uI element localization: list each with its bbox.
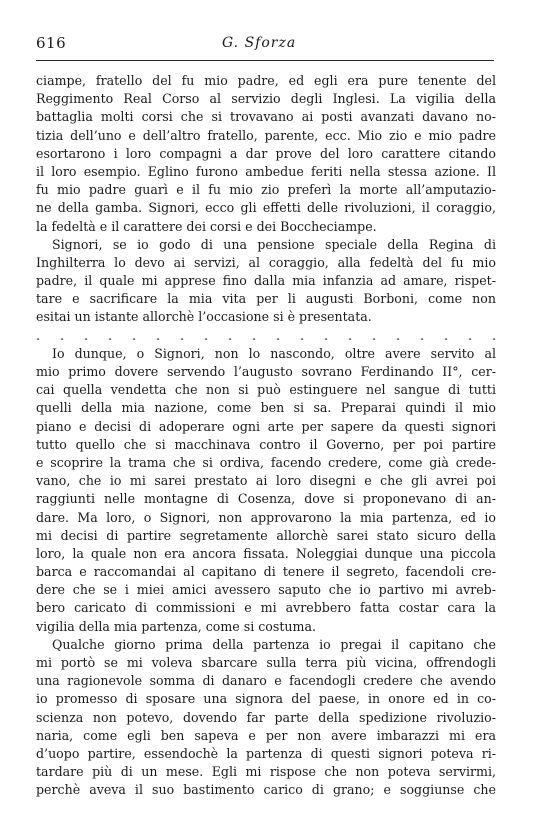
text-line: il loro esempio. Eglino furono ambedue feriti nella stessa azione. Il [36,163,496,179]
text-line: Signori, se io godo di una pensione speciale della Regina di [52,236,496,252]
text-line: raggiunti nelle montagne di Cosenza, dove si proponevano di an- [36,491,496,507]
text-line: d’uopo partire, essendochè la partenza di questi signori poteva ri- [36,745,496,761]
text-line: la fedeltà e il carattere dei corsi e dei Boccheciampe. [36,218,377,234]
text-line: esortarono i loro compagni a dar prove del loro carattere citando [36,145,496,161]
text-line: Io dunque, o Signori, non lo nascondo, oltre avere servito al [52,345,496,361]
text-line: tutto quello che si macchinava contro il Governo, per poi partire [36,436,496,452]
text-line: Inghilterra lo devo ai servizi, al coraggio, alla fedeltà del fu mio [36,254,496,270]
text-line: fu mio padre guarì e il fu mio zio preferì la morte all’amputazio- [36,182,496,198]
text-line: dare. Ma loro, o Signori, non approvarono la mia partenza, ed io [36,509,496,525]
text-line: cai quella vendetta che non si può estinguere nel sangue di tutti [36,382,496,398]
text-line: tizia dell’uno e dell’altro fratello, parente, ecc. Mio zio e mio padre [36,127,496,143]
page-header [36,34,496,56]
body-text [36,72,496,800]
header-rule [36,60,494,61]
text-line: ne della gamba. Signori, ecco gli effetti delle rivoluzioni, il coraggio, [36,200,496,216]
text-line: battaglia molti corsi che si trovavano ai posti avanzati davano no- [36,109,496,125]
text-line: quelli della mia nazione, come ben si sa. Preparai quindi il mio [36,400,496,416]
ellipsis-separator: . . . . . . . . . . . . . . . . . . . . [36,327,496,343]
running-head: G. Sforza [222,35,297,51]
text-line: mio primo dovere servendo l’augusto sovrano Ferdinando II°, cer- [36,364,496,379]
text-line: tare e sacrificare la mia vita per li augusti Borboni, come non [36,291,496,307]
text-line: vano, che io mi sarei prestato ai loro disegni e che gli avrei poi [36,473,496,489]
text-line: io promesso di sposare una signora del paese, in onore ed in co- [36,691,496,707]
text-line: piano e decisi di adoperare ogni arte per sapere da questi signori [36,418,496,434]
page-number: 616 [36,34,67,52]
text-line: tardare più di un mese. Egli mi rispose che non poteva servirmi, [36,764,496,780]
text-line: scienza non potevo, dovendo far parte della spedizione rivoluzio- [36,709,496,725]
text-line: una ragionevole somma di danaro e facendogli credere che avendo [36,673,496,689]
text-line: vigilia della mia partenza, come si costuma. [36,618,316,634]
text-line: ciampe, fratello del fu mio padre, ed egli era pure tenente del [36,73,496,88]
text-line: bero caricato di commissioni e mi avrebbero fatta costar cara la [36,600,496,616]
text-line: e scoprire la trama che si ordiva, facendo credere, come già crede- [36,454,496,470]
text-line: dere che se i miei amici avessero saputo che io partivo mi avreb- [36,582,496,598]
text-line: naria, come egli ben sapeva e per non avere imbarazzi mi era [36,727,496,743]
text-line: mi decisi di partire segretamente allorchè sarei stato sicuro della [36,527,496,543]
text-line: Reggimento Real Corso al servizio degli Inglesi. La vigilia della [36,91,496,107]
text-line: mi portò se mi voleva sbarcare sulla terra più vicina, offrendogli [36,655,496,670]
text-line: padre, il quale mi apprese fino dalla mia infanzia ad amare, rispet- [36,273,496,289]
text-line: loro, la quale non era ancora fissata. Noleggiai dunque una piccola [36,545,496,561]
text-line: barca e raccomandai al capitano di tenere il segreto, facendoli cre- [36,564,496,580]
text-line: esitai un istante allorchè l’occasione si è presentata. [36,309,372,325]
text-line: perchè aveva il suo bastimento carico di grano; e soggiunse che [36,782,496,798]
text-line: Qualche giorno prima della partenza io pregai il capitano che [52,636,496,652]
